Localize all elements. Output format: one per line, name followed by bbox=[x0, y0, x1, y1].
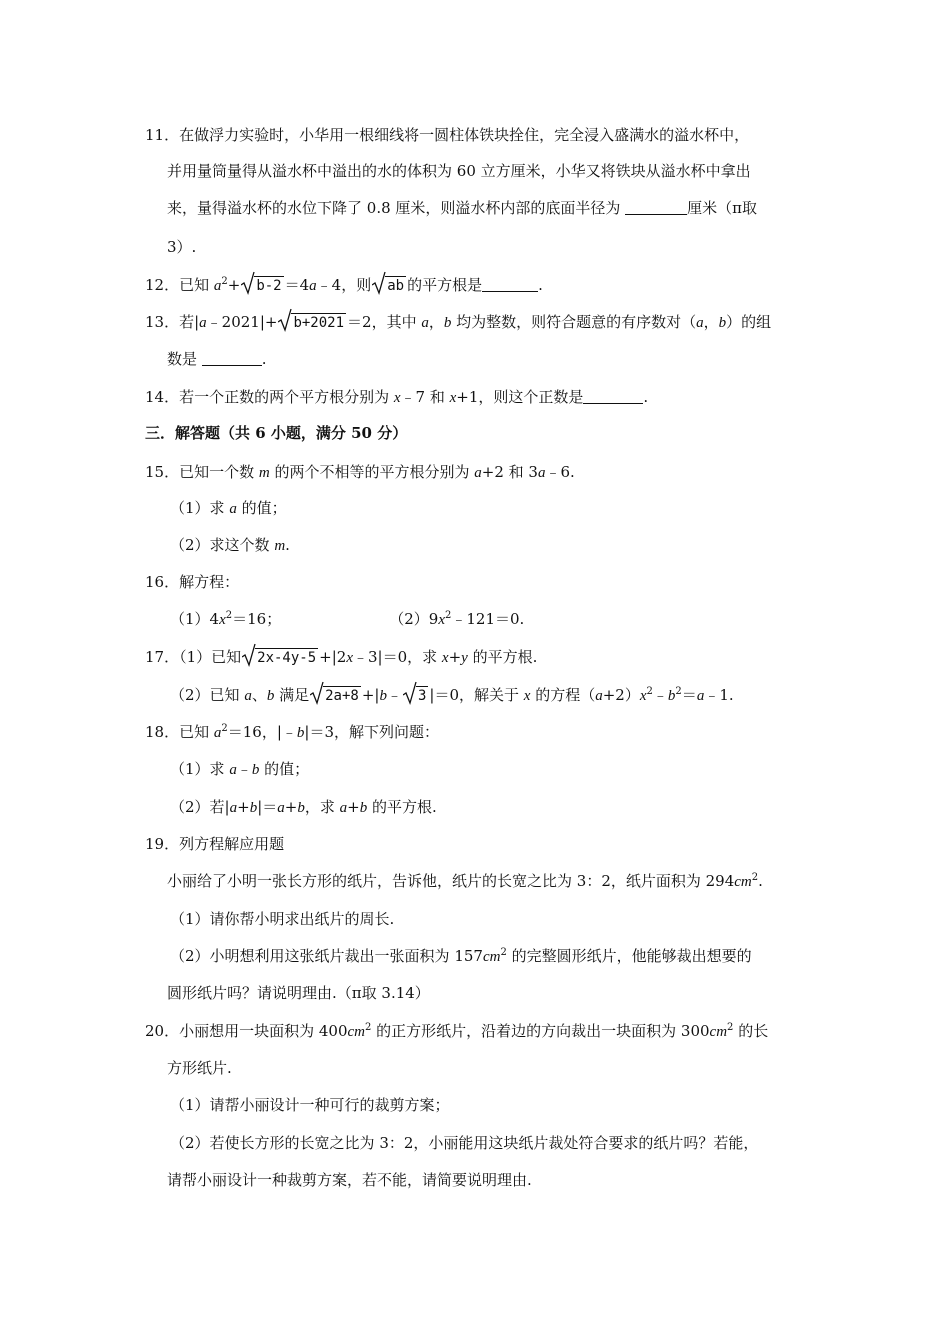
q13-answer-blank[interactable] bbox=[202, 349, 262, 366]
sqrt-b-plus-2021: b+2021 bbox=[278, 311, 346, 333]
q18-sub-2: （2）若|a+b|＝a+b，求 a+b 的平方根. bbox=[170, 798, 437, 816]
q17-line-2: （2）已知 a、b 满足 2a+8 +|b﹣ 3 |＝0，解关于 x 的方程$(a+2)x^2﹣b^2=a﹣1$. bbox=[170, 684, 734, 707]
q11-line-1: 11．在做浮力实验时，小华用一根细线将一圆柱体铁块拴住，完全浸入盛满水的溢水杯中， bbox=[145, 126, 750, 144]
q19-stem: 19．列方程解应用题 bbox=[145, 835, 285, 853]
q18-stem: 18．已知 $a^2=16$，|﹣b|＝3，解下列问题： bbox=[145, 723, 439, 741]
q18-sub-1: （1）求 a﹣b 的值； bbox=[170, 760, 310, 778]
q15-sub-2: （2）求这个数 m. bbox=[170, 536, 290, 554]
q15-sub-1: （1）求 a 的值； bbox=[170, 499, 287, 517]
q13-line-1: 13．若|a﹣2021|+ b+2021 ＝2，其中 a，b 均为整数，则符合题意的有序数对（a，b）的组 bbox=[145, 311, 771, 334]
q12-line: 12．已知 $a^2+$ b-2 ＝4a﹣4，则 ab 的平方根是 . bbox=[145, 274, 543, 297]
q15-stem: 15．已知一个数 m 的两个不相等的平方根分别为 a+2 和 3a﹣6. bbox=[145, 463, 575, 481]
section-3-heading: 三．解答题（共 6 小题，满分 50 分） bbox=[145, 424, 408, 442]
sqrt-2x-4y-5: 2x-4y-5 bbox=[242, 646, 318, 668]
q11-line-3: 来，量得溢水杯的水位下降了 0.8 厘米，则溢水杯内部的底面半径为 厘米（π取 bbox=[167, 199, 758, 217]
q19-sub-2-line-2: 圆形纸片吗？请说明理由.（π取 3.14） bbox=[167, 984, 430, 1002]
q11-line-4: 3）. bbox=[167, 238, 197, 256]
q14-line: 14．若一个正数的两个平方根分别为 x﹣7 和 x+1，则这个正数是 . bbox=[145, 388, 649, 406]
q20-sub-1: （1）请帮小丽设计一种可行的裁剪方案； bbox=[170, 1096, 450, 1114]
q11-answer-blank[interactable] bbox=[625, 198, 687, 215]
q12-answer-blank[interactable] bbox=[482, 275, 538, 292]
sqrt-3: 3 bbox=[403, 684, 428, 706]
q20-sub-2-line-2: 请帮小丽设计一种裁剪方案，若不能，请简要说明理由. bbox=[167, 1171, 532, 1189]
q14-answer-blank[interactable] bbox=[583, 387, 643, 404]
q16-subs bbox=[170, 608, 524, 631]
q19-sub-2-line-1: （2）小明想利用这张纸片裁出一张面积为 $157cm^2$ 的完整圆形纸片，他能够裁出想要的 bbox=[170, 947, 752, 965]
q20-line-1: 20．小丽想用一块面积为 $400cm^2$ 的正方形纸片，沿着边的方向裁出一块面积为 $300cm^2$ 的长 bbox=[145, 1022, 769, 1040]
q20-sub-2-line-1: （2）若使长方形的长宽之比为 3：2，小丽能用这块纸片裁处符合要求的纸片吗？若能， bbox=[170, 1134, 759, 1152]
sqrt-ab: ab bbox=[372, 274, 406, 296]
q16-sub-2: $(2)9x^2﹣121=0$. bbox=[389, 610, 525, 628]
q13-line-2: 数是 . bbox=[167, 350, 267, 368]
q16-stem: 16．解方程： bbox=[145, 573, 240, 591]
q17-line-1: 17．（1）已知 2x-4y-5 +|2x﹣3|＝0，求 x+y 的平方根. bbox=[145, 646, 537, 669]
q19-sub-1: （1）请你帮小明求出纸片的周长. bbox=[170, 910, 395, 928]
sqrt-2a-plus-8: 2a+8 bbox=[310, 684, 361, 706]
q16-sub-1: $(1)4x^2=16$； bbox=[170, 610, 282, 628]
sqrt-b-minus-2: b-2 bbox=[241, 274, 283, 296]
q20-line-2: 方形纸片. bbox=[167, 1059, 232, 1077]
q11-line-2: 并用量筒量得从溢水杯中溢出的水的体积为 60 立方厘米，小华又将铁块从溢水杯中拿出 bbox=[167, 162, 751, 180]
q19-context: 小丽给了小明一张长方形的纸片，告诉他，纸片的长宽之比为 3：2，纸片面积为 $294cm^2$. bbox=[167, 872, 763, 890]
